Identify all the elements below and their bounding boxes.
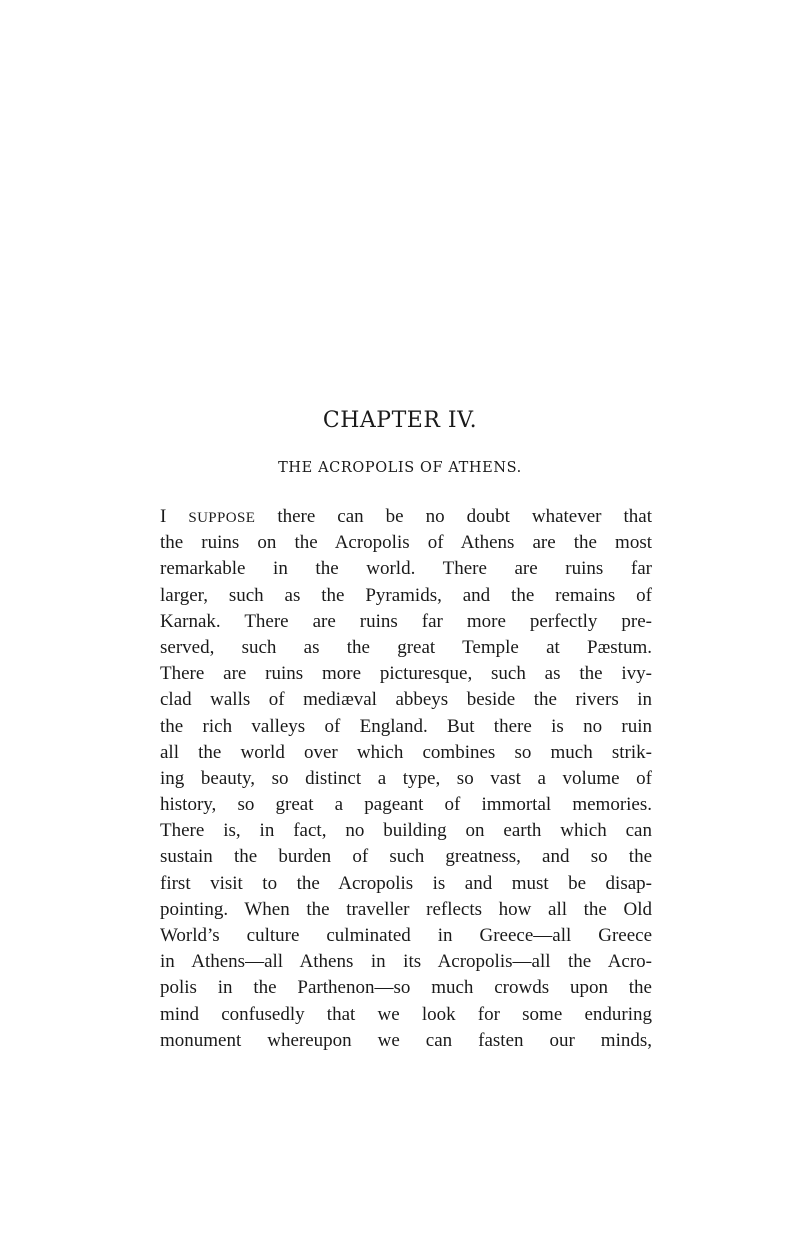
text-line: all the world over which combines so much strik- xyxy=(160,741,652,763)
text-line: mind confusedly that we look for some enduring xyxy=(160,1003,652,1025)
text-line: in Athens—all Athens in its Acropolis—all the Acro- xyxy=(160,951,652,973)
text-line: sustain the burden of such greatness, and so the xyxy=(160,846,652,868)
chapter-title: CHAPTER IV. xyxy=(322,408,478,433)
text-line: polis in the Parthenon—so much crowds upon the xyxy=(160,977,652,999)
text-line: remarkable in the world. There are ruins far xyxy=(160,558,652,580)
text-line: Karnak. There are ruins far more perfectly pre- xyxy=(160,610,652,632)
text-line: I SUPPOSE there can be no doubt whatever that xyxy=(160,506,652,527)
text-line: the ruins on the Acropolis of Athens are the most xyxy=(160,532,652,554)
text-line: pointing. When the traveller reflects how all the Old xyxy=(160,898,652,920)
text-line: ing beauty, so distinct a type, so vast a volume of xyxy=(160,767,652,789)
text-line: history, so great a pageant of immortal memories. xyxy=(160,794,652,816)
text-line: the rich valleys of England. But there is no ruin xyxy=(160,715,652,737)
text-line: World’s culture culminated in Greece—all Greece xyxy=(160,925,652,946)
text-line: served, such as the great Temple at Pæstum. xyxy=(160,636,652,658)
text-line: There are ruins more picturesque, such as the ivy- xyxy=(160,663,652,685)
text-line: clad walls of mediæval abbeys beside the rivers in xyxy=(160,689,652,711)
small-caps-word: SUPPOSE xyxy=(188,510,256,526)
text-line: larger, such as the Pyramids, and the remains of xyxy=(160,584,652,606)
text-line: There is, in fact, no building on earth which can xyxy=(160,820,652,842)
text-line: first visit to the Acropolis is and must be disap- xyxy=(160,872,652,894)
body-paragraph xyxy=(160,504,652,1054)
text-line: monument whereupon we can fasten our minds, xyxy=(160,1029,652,1051)
chapter-subtitle: THE ACROPOLIS OF ATHENS. xyxy=(278,460,522,476)
